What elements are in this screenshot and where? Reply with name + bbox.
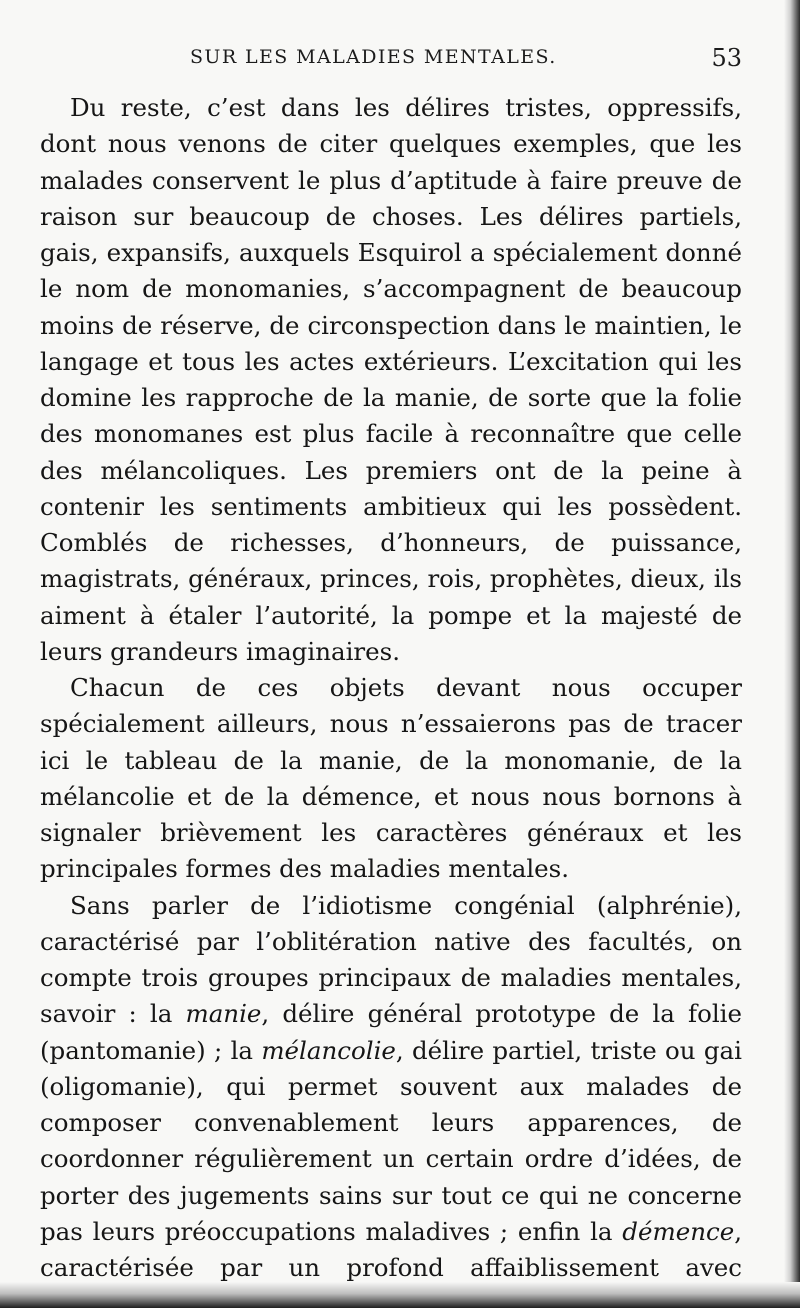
paragraph-3-part-1: Sans parler de l’idiotisme congénial (alphrénie), caractérisé par l’oblitération native des facultés, on compte trois groupes principaux de maladies mentales, savoir : la <box>40 890 742 1029</box>
paragraph-3-part-2: , délire général prototype de la folie (pantomanie) ; la <box>40 999 742 1065</box>
page-number: 53 <box>711 44 742 72</box>
page-right-edge-shadow <box>784 0 800 1308</box>
term-manie: manie <box>185 999 262 1029</box>
paragraph-2: Chacun de ces objets devant nous occuper spécialement ailleurs, nous n’essaierons pas de tracer ici le tableau de la manie, de la monomanie, de la mélancolie et de la démence, et nous nous bornons à signaler brièvement les caractères généraux et les principales formes des maladies mentales. <box>40 673 742 884</box>
body-text <box>40 90 742 1308</box>
page-header <box>190 44 742 74</box>
paragraph-3-part-3: , délire partiel, triste ou gai (oligomanie), qui permet souvent aux malades de composer convenablement leurs apparences, de coordonner régulièrement un certain ordre d’idées, de porter des jugements sains sur tout ce qui ne concerne pas leurs préoccupations maladives ; enfin la <box>40 1035 743 1246</box>
running-title: SUR LES MALADIES MENTALES. <box>190 46 557 68</box>
page-bottom-edge-shadow <box>0 1282 800 1308</box>
paragraph-1: Du reste, c’est dans les délires tristes, oppressifs, dont nous venons de citer quelques exemples, que les malades conservent le plus d’aptitude à faire preuve de raison sur beaucoup de choses. Les délires partiels, gais, expansifs, auxquels Esquirol a spécialement donné le nom de monomanies, s’accompagnent de beaucoup moins de réserve, de circonspection dans le maintien, le langage et tous les actes extérieurs. L’excitation qui les domine les rapproche de la manie, de sorte que la folie des monomanes est plus facile à reconnaître que celle des mélancoliques. Les premiers ont de la peine à contenir les sentiments ambitieux qui les possèdent. Comblés de richesses, d’honneurs, de puissance, magistrats, généraux, princes, rois, prophètes, dieux, ils aiment à étaler l’autorité, la pompe et la majesté de leurs grandeurs imaginaires. <box>40 93 742 666</box>
term-melancolie: mélancolie <box>261 1035 396 1065</box>
term-demence: démence <box>622 1216 735 1246</box>
paragraph-3-part-4: , caractérisée par un profond affaiblissement avec <box>40 1216 742 1282</box>
paragraph-3 <box>40 888 742 1308</box>
